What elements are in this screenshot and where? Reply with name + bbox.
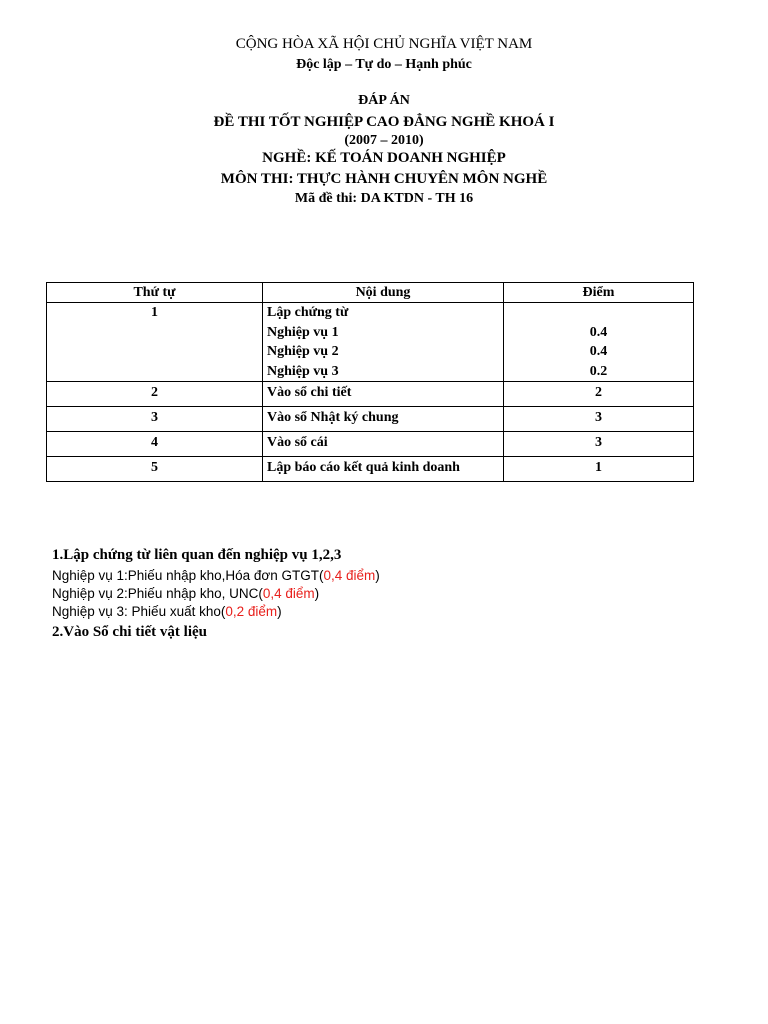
table-header-row — [47, 283, 694, 303]
score-cell: 0.4 — [589, 324, 608, 340]
order-cell: 2 — [47, 382, 263, 407]
order-cell: 3 — [47, 407, 263, 432]
trade-name: NGHỀ: KẾ TOÁN DOANH NGHIỆP — [262, 150, 506, 166]
content-item: Nghiệp vụ 2 — [267, 344, 339, 359]
row-order — [47, 303, 263, 382]
score-cell: 1 — [504, 457, 694, 482]
order-cell: 1 — [151, 305, 158, 320]
subject-name: MÔN THI: THỰC HÀNH CHUYÊN MÔN NGHỀ — [220, 171, 548, 187]
note-close: ) — [375, 568, 380, 583]
note-points: 0,4 điểm — [323, 568, 376, 583]
header-score: Điểm — [504, 283, 694, 303]
score-cell: 3 — [504, 432, 694, 457]
exam-code: Mã đề thi: DA KTDN - TH 16 — [294, 191, 474, 206]
section-1-note — [52, 604, 282, 619]
note-text: Nghiệp vụ 3: Phiếu xuất kho( — [52, 604, 226, 619]
content-cell: Vào sổ chi tiết — [263, 382, 504, 407]
exam-title: ĐỀ THI TỐT NGHIỆP CAO ĐẲNG NGHỀ KHOÁ I — [213, 114, 555, 130]
header-content: Nội dung — [263, 283, 504, 303]
score-cell: 2 — [504, 382, 694, 407]
order-cell: 5 — [47, 457, 263, 482]
answer-heading: ĐÁP ÁN — [358, 93, 410, 108]
content-item: Nghiệp vụ 3 — [267, 363, 339, 379]
section-1-title: 1.Lập chứng từ liên quan đến nghiệp vụ 1,2,3 — [52, 547, 342, 563]
table-row — [47, 382, 694, 407]
table-row — [47, 457, 694, 482]
content-cell: Vào sổ cái — [263, 432, 504, 457]
order-cell: 4 — [47, 432, 263, 457]
table-row — [47, 303, 694, 382]
score-table — [46, 282, 694, 482]
note-close: ) — [314, 586, 320, 601]
note-points: 0,2 điểm — [225, 604, 278, 619]
header-order: Thứ tự — [47, 283, 263, 303]
exam-years: (2007 – 2010) — [344, 133, 424, 148]
row-score — [504, 303, 694, 382]
national-title: CỘNG HÒA XÃ HỘI CHỦ NGHĨA VIỆT NAM — [235, 36, 533, 52]
national-motto: Độc lập – Tự do – Hạnh phúc — [296, 57, 472, 72]
content-title: Lập chứng từ — [267, 305, 349, 320]
note-points: 0,4 điểm — [262, 586, 315, 601]
content-cell: Vào sổ Nhật ký chung — [263, 407, 504, 432]
content-cell: Lập báo cáo kết quả kinh doanh — [263, 457, 504, 482]
score-cell: 3 — [504, 407, 694, 432]
content-item: Nghiệp vụ 1 — [267, 324, 339, 340]
section-2-title: 2.Vào Sổ chi tiết vật liệu — [52, 624, 207, 640]
table-row — [47, 407, 694, 432]
section-1-note — [52, 586, 319, 601]
section-1-note — [52, 568, 380, 583]
note-text: Nghiệp vụ 1:Phiếu nhập kho,Hóa đơn GTGT( — [52, 568, 324, 583]
score-cell: 0.2 — [589, 363, 608, 379]
note-text: Nghiệp vụ 2:Phiếu nhập kho, UNC( — [52, 586, 263, 601]
note-close: ) — [277, 604, 282, 619]
score-cell: 0.4 — [589, 344, 608, 359]
table-row — [47, 432, 694, 457]
row-content — [263, 303, 504, 382]
score-spacer — [508, 303, 689, 323]
